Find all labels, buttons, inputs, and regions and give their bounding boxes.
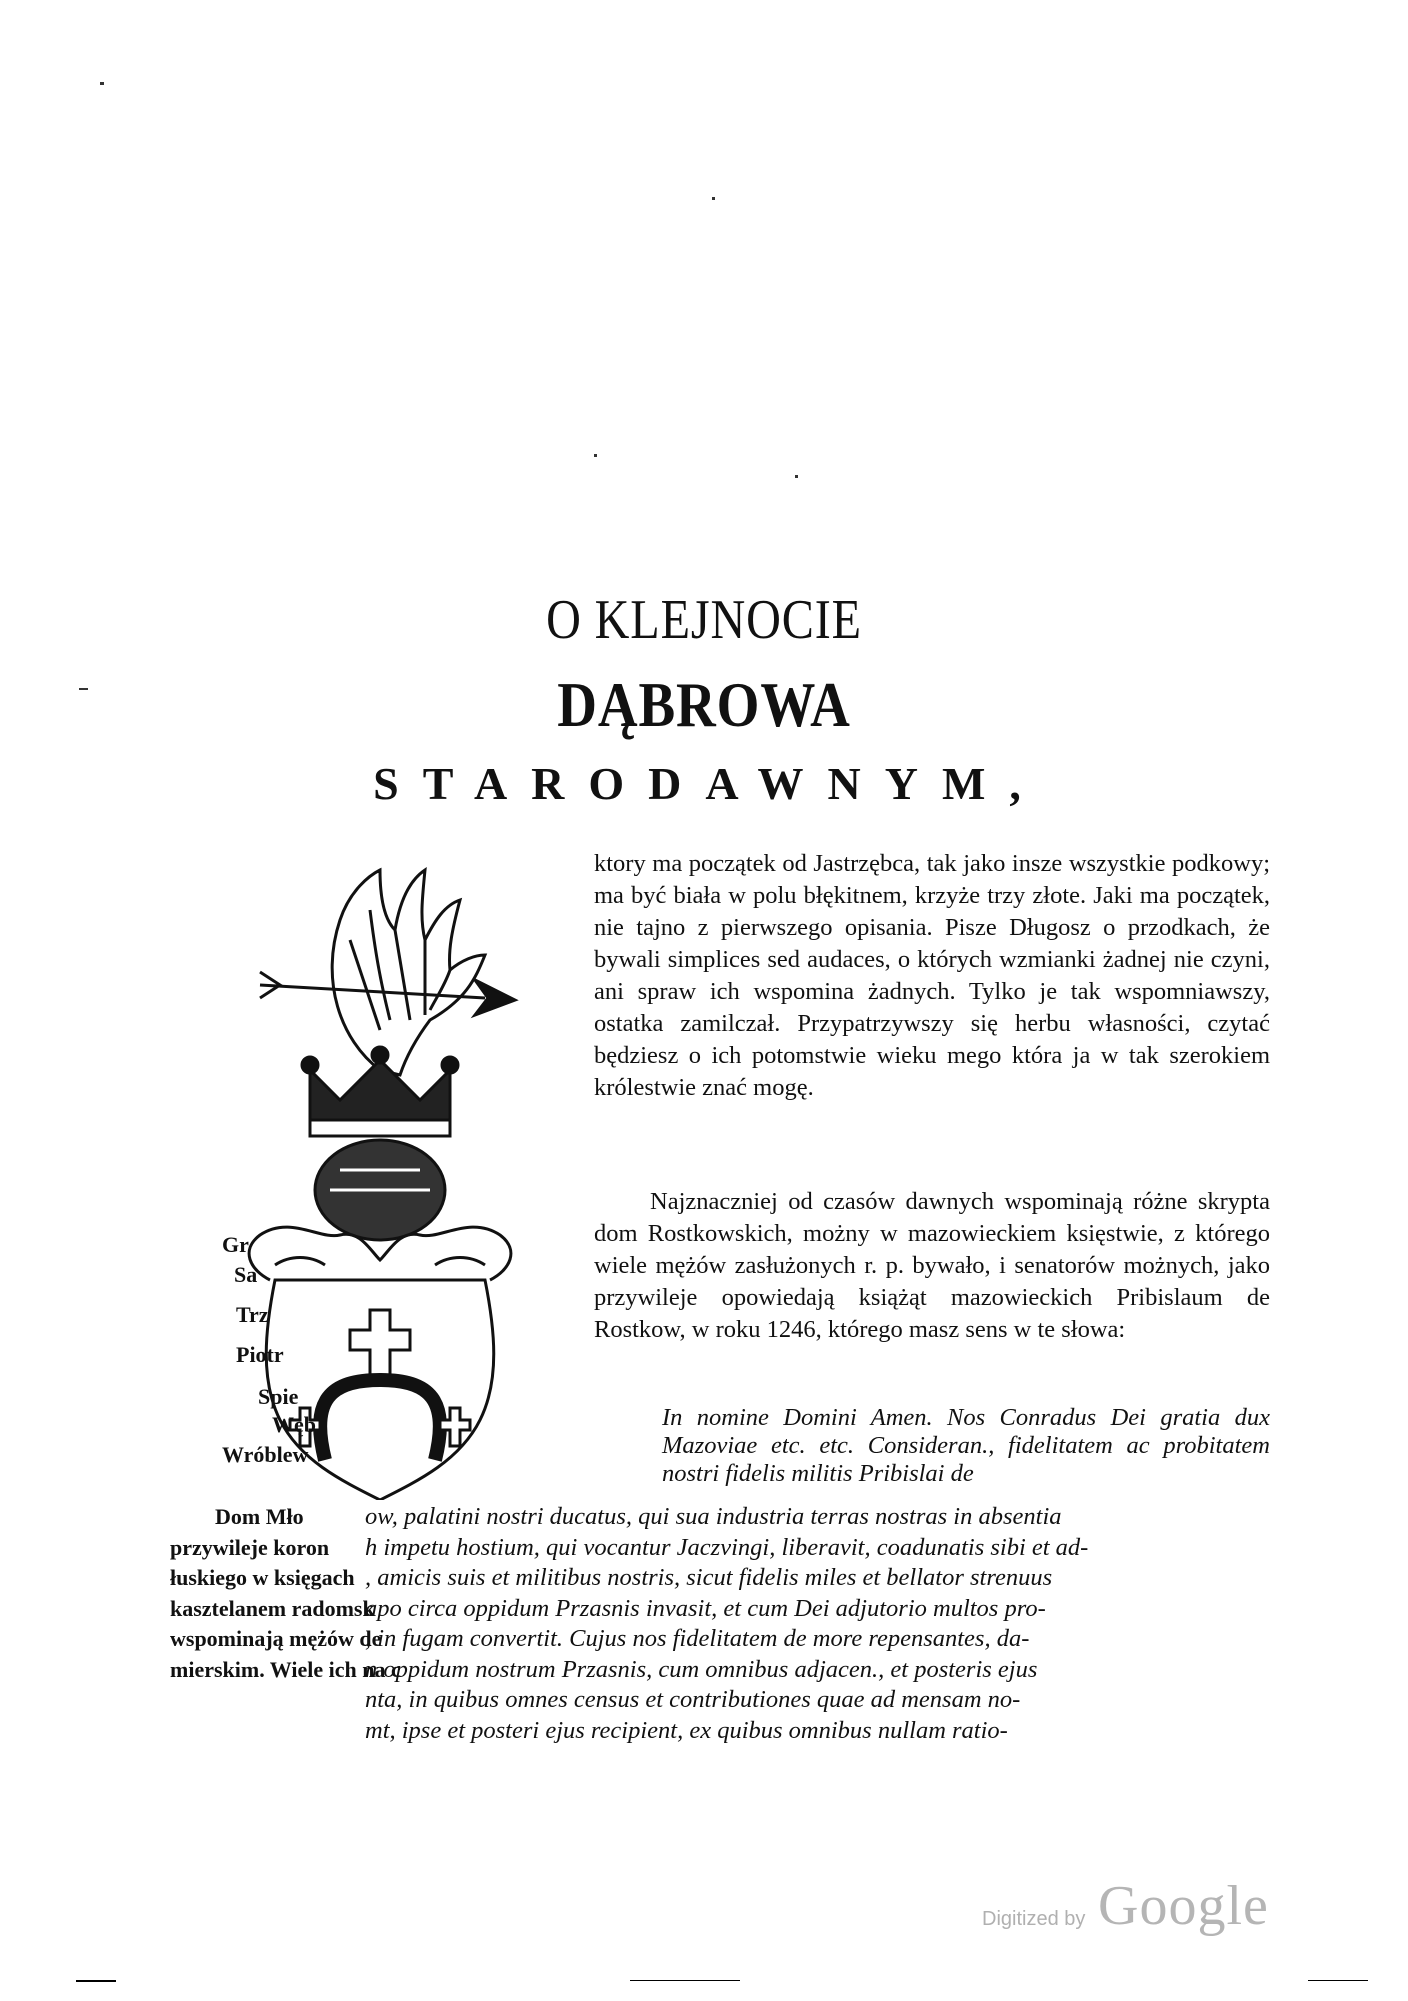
paragraph-1-text: ktory ma początek od Jastrzębca, tak jako insze wszystkie podkowy; ma być biała w polu błękitnem, krzyże trzy złote. Jaki ma początek, nie tajno z pierwszego opisania. Pisze Długosz o przodkach, że bywali simplices sed audaces, o których wzmianki żadnej nie czyni, ani spraw ich wspomina żadnych. Tylko je tak wspomniawszy, ostatka zamilczał. Przypatrzywszy się herbu własności, czytać będziesz o ich potomstwie wieku mego która ja w tak szerokiem królestwie znać mogę. xyxy=(594,850,1270,1101)
title-line-2: DĄBROWA xyxy=(557,669,851,740)
title-line-3: STARODAWNYM, xyxy=(373,758,1045,809)
digitized-label: Digitized by xyxy=(982,1908,1086,1930)
latin-line: , amicis suis et militibus nostris, sicut fidelis miles et bellator strenuus xyxy=(365,1564,1053,1591)
side-fragment: kasztelanem radomsk xyxy=(170,1596,375,1621)
scan-speck xyxy=(79,688,88,690)
side-fragment: Sa xyxy=(234,1262,258,1287)
latin-line: nta, in quibus omnes census et contributiones quae ad mensam no- xyxy=(365,1686,1021,1713)
google-logo: Google xyxy=(1098,1875,1269,1937)
latin-line: n oppidum nostrum Przasnis, cum omnibus adjacen., et posteris ejus xyxy=(365,1655,1038,1683)
side-fragment: Wróblew xyxy=(222,1442,309,1467)
side-fragment: Piotr xyxy=(236,1342,284,1367)
side-fragment: Spie xyxy=(258,1384,299,1409)
side-fragment: przywileje koron xyxy=(170,1535,330,1560)
side-fragment: Węb xyxy=(272,1412,316,1437)
scan-speck xyxy=(712,197,715,200)
title-line-1: O KLEJNOCIE xyxy=(546,589,862,651)
latin-line: mt, ipse et posteri ejus recipient, ex quibus omnibus nullam ratio- xyxy=(365,1716,1008,1744)
side-fragment: Trz xyxy=(236,1302,269,1327)
paragraph-2 xyxy=(594,1186,1270,1346)
side-fragment: łuskiego w księgach xyxy=(170,1565,355,1590)
paragraph-2-text: Najznaczniej od czasów dawnych wspominają różne skrypta dom Rostkowskich, możny w mazowieckiem księstwie, z którego wiele mężów zasłużonych r. p. bywało, i senatorów możnych, jako przywileje opowiedają książąt mazowieckich Pribislaum de Rostkow, w roku 1246, którego masz sens w te słowa: xyxy=(594,1188,1270,1343)
paragraph-1 xyxy=(594,848,1270,1104)
scan-speck xyxy=(100,82,104,85)
side-fragment: mierskim. Wiele ich na c xyxy=(170,1657,401,1682)
latin-line: apo circa oppidum Przasnis invasit, et cum Dei adjutorio multos pro- xyxy=(365,1594,1046,1622)
scan-edge-mark xyxy=(1308,1980,1368,1981)
side-fragment: wspominają mężów de xyxy=(170,1626,382,1651)
scan-speck xyxy=(795,475,798,478)
latin-line: h impetu hostium, qui vocantur Jaczvingi, liberavit, coadunatis sibi et ad- xyxy=(365,1533,1089,1561)
scan-edge-mark xyxy=(76,1980,116,1982)
side-fragment: Dom Mło xyxy=(215,1504,304,1529)
latin-line: , in fugam convertit. Cujus nos fidelitatem de more repensantes, da- xyxy=(365,1625,1030,1652)
scan-speck xyxy=(594,454,597,457)
side-fragment: Gr xyxy=(222,1232,249,1257)
latin-quote-start: In nomine Domini Amen. Nos Conradus Dei gratia dux Mazoviae etc. etc. Consideran., fidelitatem ac probitatem nostri fidelis militis Pribislai de xyxy=(662,1404,1270,1487)
latin-line: ow, palatini nostri ducatus, qui sua industria terras nostras in absentia xyxy=(365,1503,1062,1530)
latin-quote-continuation xyxy=(365,1502,1270,1746)
scan-edge-mark xyxy=(630,1980,740,1981)
